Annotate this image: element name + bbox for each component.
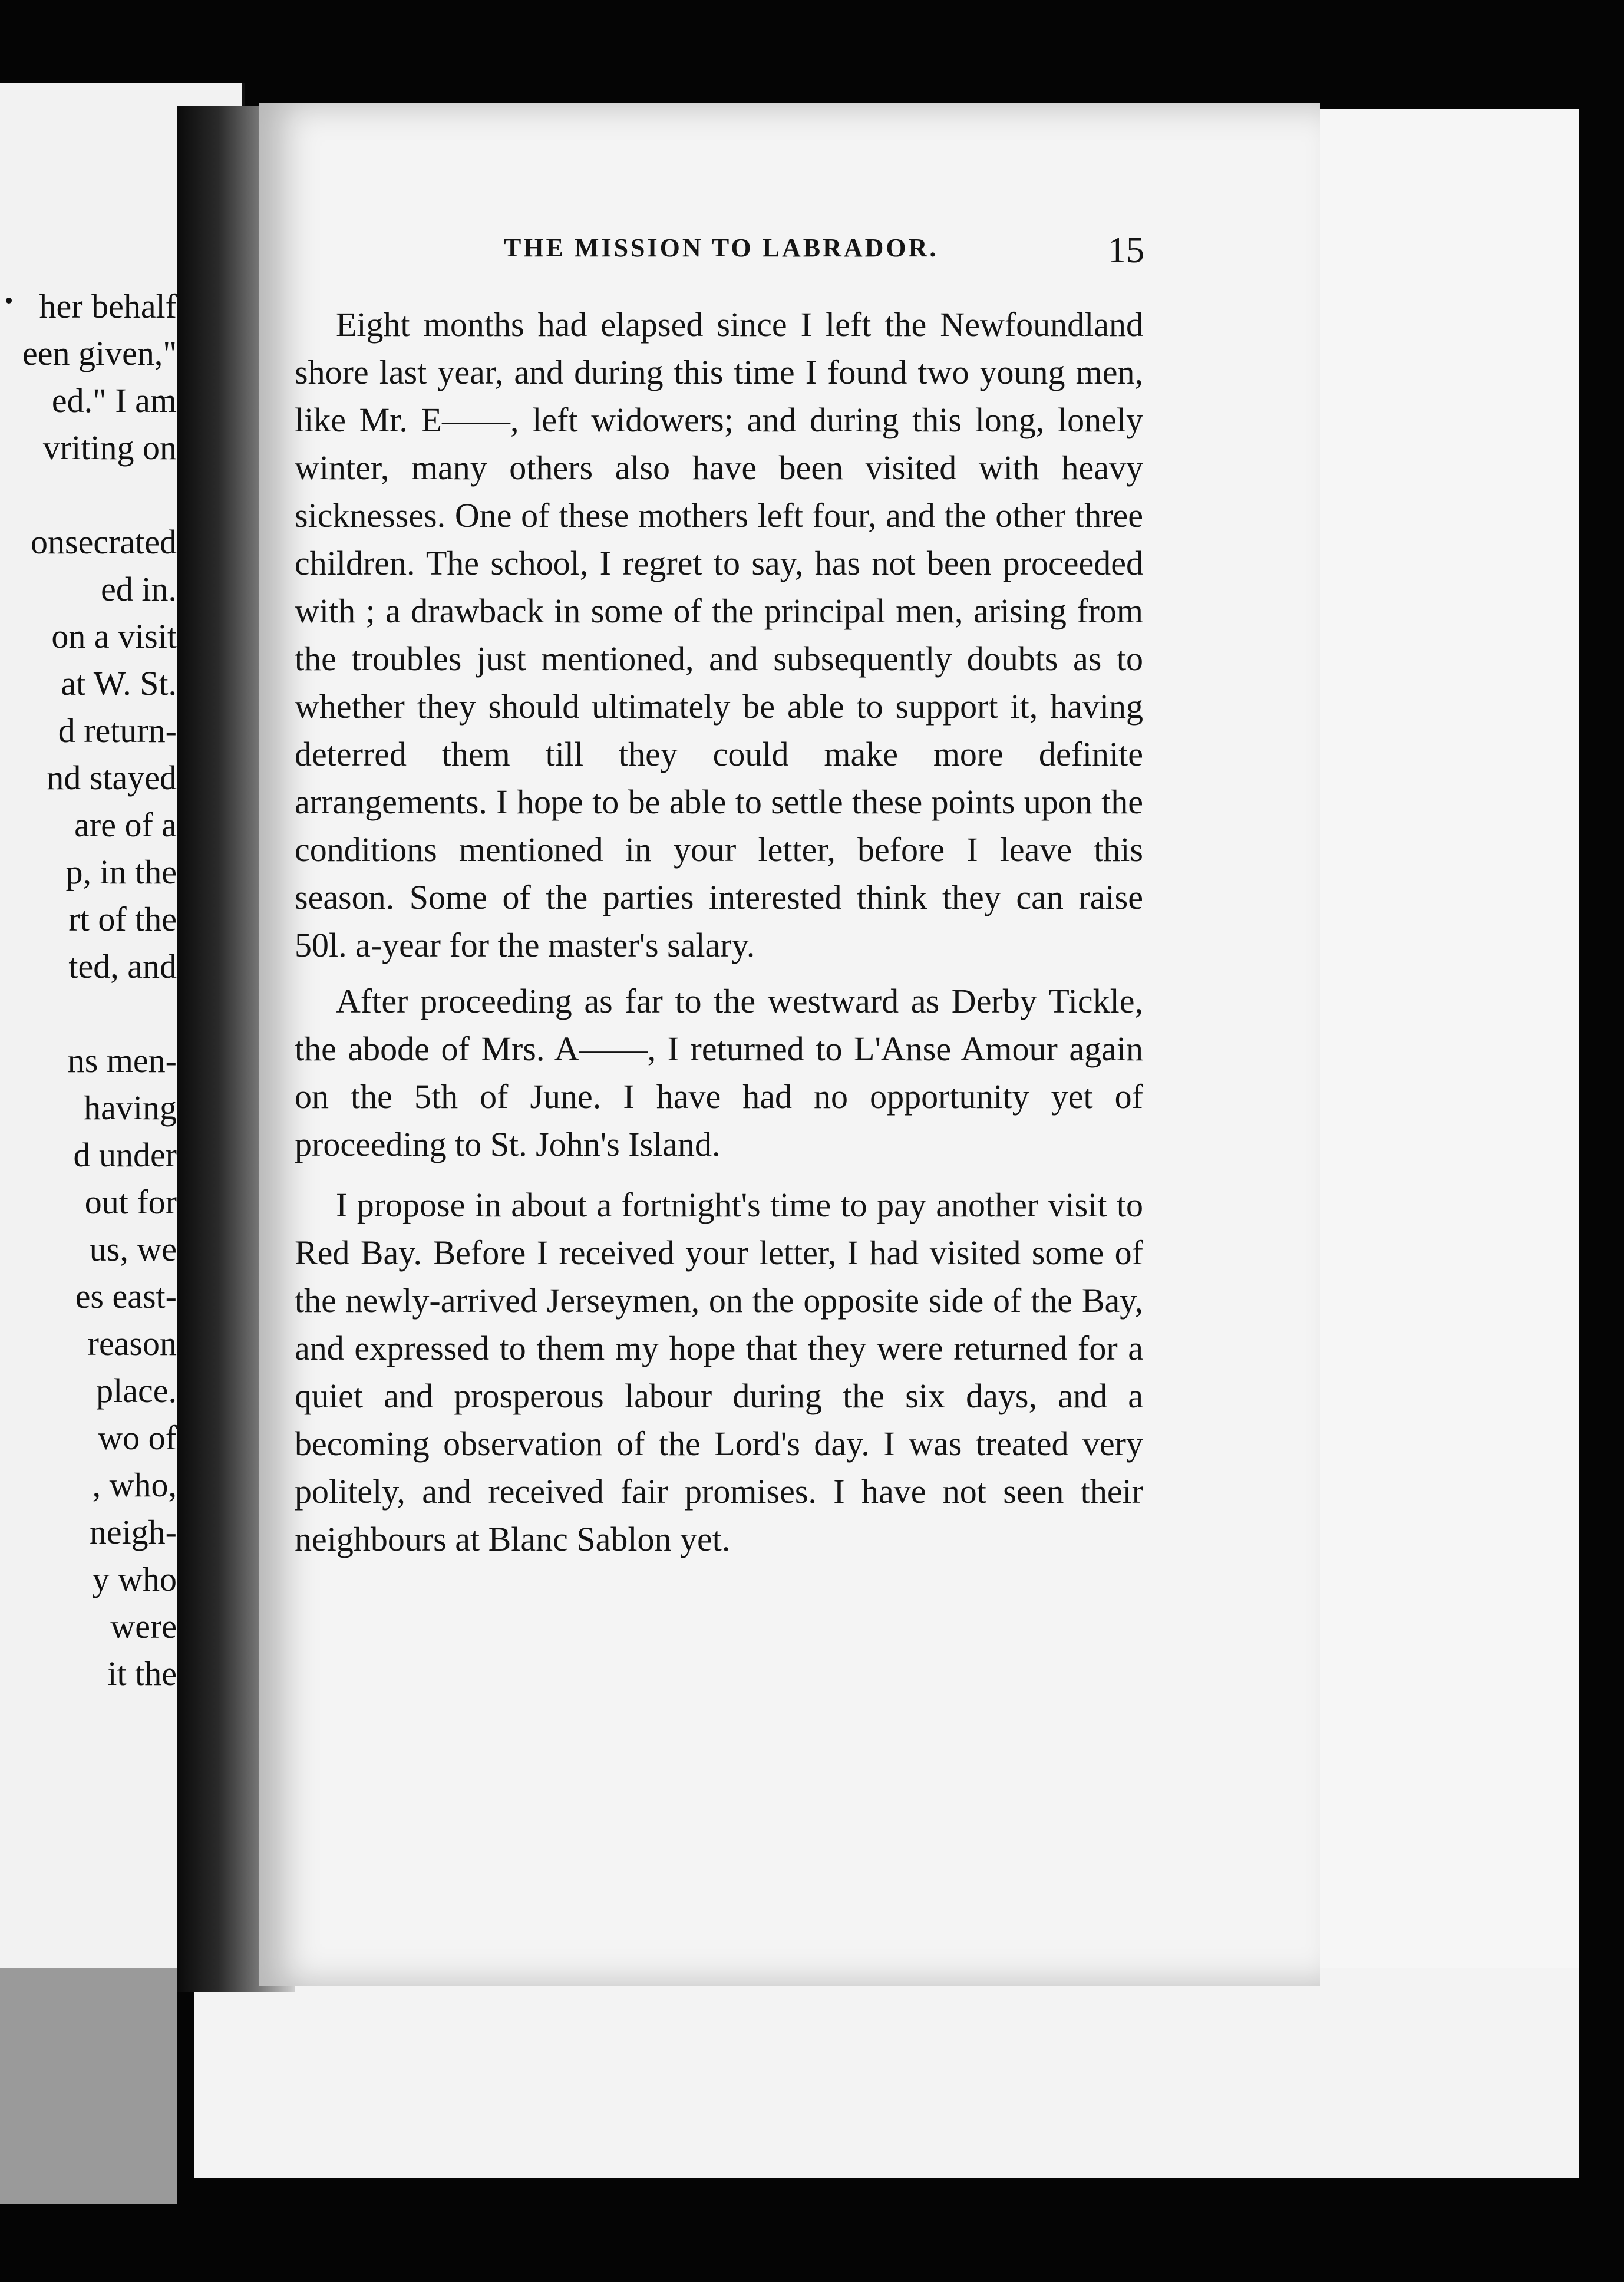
left-line: her behalf — [39, 287, 177, 325]
left-line: neigh- — [89, 1513, 177, 1551]
left-line: onsecrated — [31, 523, 177, 561]
left-line: y who — [92, 1560, 177, 1598]
left-line: d under — [73, 1136, 177, 1174]
left-line: ed." I am — [51, 381, 177, 420]
paragraph: I propose in about a fortnight's time to pay another visit to Red Bay. Before I received your letter, I had visited some of the newly-arrived Jerseymen, on the opposite side of the Bay, and expressed to them my hope that they were returned for a quiet and prosperous labour during the six days, and a becoming observation of the Lord's day. I was treated very politely, and received fair promises. I have not seen their neighbours at Blanc Sablon yet. — [295, 1186, 1143, 1558]
page-number: 15 — [1108, 230, 1144, 271]
left-line: it the — [107, 1654, 177, 1693]
left-line: ted, and — [68, 947, 177, 985]
paragraph: Eight months had elapsed since I left the Newfoundland shore last year, and during this time I found two young men, like Mr. E——, left widowers; and during this long, lonely winter, many others also have been visited with heavy sicknesses. One of these mothers left four, and the other three children. The school, I regret to say, has not been proceeded with ; a drawback in some of the principal men, arising from the troubles just mentioned, and subsequently doubts as to whether they should ultimately be able to support it, having deterred them till they could make more definite arrangements. I hope to be able to settle these points upon the conditions mentioned in your letter, before I leave this season. Some of the parties interested think they can raise 50l. a-year for the master's salary. — [295, 305, 1143, 964]
left-line: rt of the — [68, 900, 177, 938]
left-line: were — [110, 1607, 177, 1645]
left-line: reason — [87, 1324, 177, 1363]
left-line: , who, — [92, 1466, 177, 1504]
left-line: place. — [96, 1371, 177, 1410]
left-line: us, we — [89, 1230, 177, 1268]
left-line: d return- — [58, 711, 177, 750]
left-line: are of a — [74, 806, 177, 844]
left-line: ed in. — [101, 570, 177, 608]
mount-bottom — [194, 1968, 1579, 2178]
left-line: wo of — [98, 1419, 177, 1457]
mount-right — [1285, 109, 1579, 2178]
left-line: out for — [84, 1183, 177, 1221]
left-line: nd stayed — [47, 759, 177, 797]
left-line: on a visit — [51, 617, 177, 655]
paragraph: After proceeding as far to the westward as Derby Tickle, the abode of Mrs. A——, I returned to L'Anse Amour again on the 5th of June. I have had no opportunity yet of proceeding to St. John's Island. — [295, 982, 1143, 1163]
left-line: vriting on — [42, 428, 177, 467]
left-line: een given," — [22, 334, 177, 372]
left-bottom-strip — [0, 1968, 177, 2204]
left-line: es east- — [75, 1277, 177, 1315]
left-line: at W. St. — [61, 664, 177, 703]
left-line: ns men- — [67, 1041, 177, 1080]
running-head: THE MISSION TO LABRADOR. — [504, 233, 939, 262]
left-line: having — [84, 1089, 177, 1127]
left-line: p, in the — [65, 853, 177, 891]
left-page-dot — [6, 298, 12, 304]
body-text — [295, 301, 1143, 1571]
